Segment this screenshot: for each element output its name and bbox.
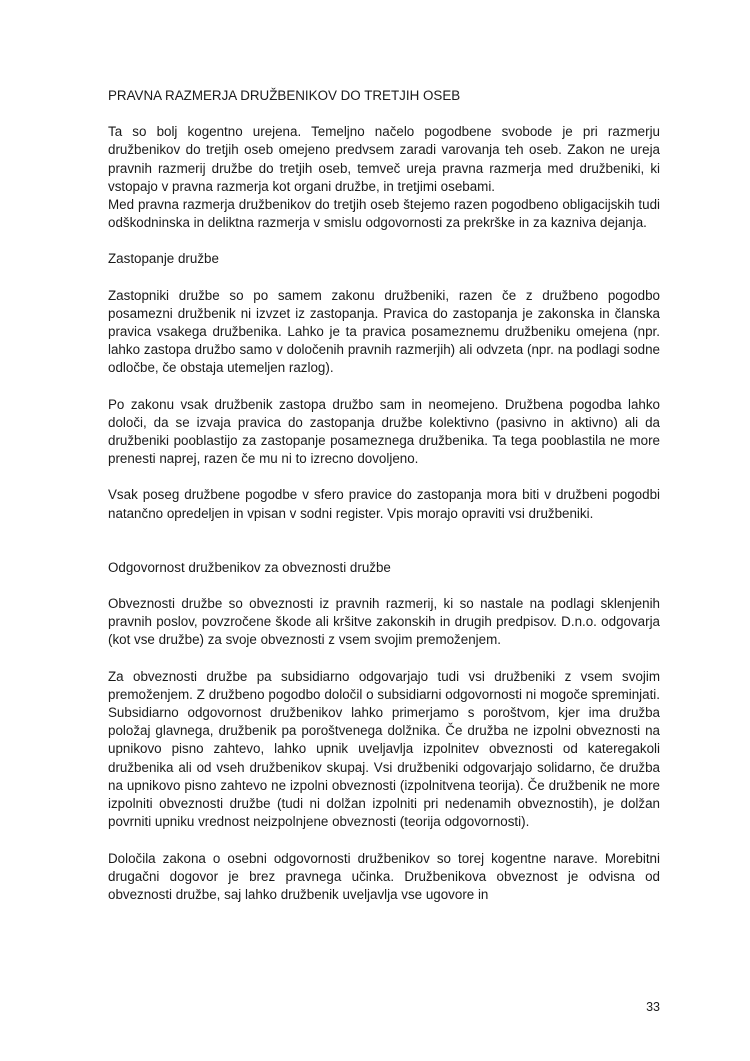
intro-paragraph-1: Ta so bolj kogentno urejena. Temeljno načelo pogodbene svobode je pri razmerju družbenikov do tretjih oseb omejeno predvsem zaradi varovanja teh oseb. Zakon ne ureja pravnih razmerij družbe do tretjih oseb, temveč ureja pravna razmerja med družbeniki, ki vstopajo v pravna razmerja kot organi družbe, in tretjimi osebami. bbox=[108, 124, 660, 194]
section1-paragraph-2: Po zakonu vsak družbenik zastopa družbo sam in neomejeno. Družbena pogodba lahko določi, da se izvaja pravica do zastopanja družbe kolektivno (pasivno in aktivno) ali da družbeniki pooblastijo za zastopanje posameznega družbenika. Ta tega pooblastila ne more prenesti naprej, razen če mu ni to izrecno dovoljeno. bbox=[108, 396, 660, 467]
section2-paragraph-3: Določila zakona o osebni odgovornosti družbenikov so torej kogentne narave. Morebitni drugačni dogovor je brez pravnega učinka. Družbenikova obveznost je odvisna od obveznosti družbe, saj lahko družbenik uveljavlja vse ugovore in bbox=[108, 850, 660, 902]
spacer bbox=[108, 832, 660, 850]
spacer bbox=[108, 468, 660, 486]
section2-paragraph-1: Obveznosti družbe so obveznosti iz pravnih razmerij, ki so nastale na podlagi sklenjenih pravnih poslov, povzročene škode ali kršitve zakonskih in drugih predpisov. D.n.o. odgovarja (kot vse družbe) za svoje obveznosti z vsem svojim premoženjem. bbox=[108, 596, 660, 648]
section1-paragraph-3: Vsak poseg družbene pogodbe v sfero pravice do zastopanja mora biti v družbeni pogodbi natančno opredeljen in vpisan v sodni register. Vpis morajo opraviti vsi družbeniki. bbox=[108, 487, 660, 521]
spacer bbox=[108, 523, 660, 559]
section1-paragraph-1: Zastopniki družbe so po samem zakonu družbeniki, razen če z družbeno pogodbo posamezni družbenik ni izvzet iz zastopanja. Pravica do zastopanja je zakonska in članska pravica vsakega družbenika. Lahko je ta pravica posameznemu družbeniku omejena (npr. lahko zastopa družbo samo v določenih pravnih razmerjih) ali odvzeta (npr. na podlagi sodne odločbe, če obstaja utemeljen razlog). bbox=[108, 287, 660, 376]
spacer bbox=[108, 650, 660, 668]
section2-paragraph-2: Za obveznosti družbe pa subsidiarno odgovarjajo tudi vsi družbeniki z vsem svojim premoženjem. Z družbeno pogodbo določil o subsidiarni odgovornosti ni mogoče spreminjati. Subsidiarno odgovornost družbenikov lahko primerjamo s poroštvom, kjer ima družba položaj glavnega, družbenik pa poroštvenega dolžnika. Če družba ne izpolni obveznosti na upnikovo pisno zahtevo, lahko upnik uveljavlja izpolnitev obveznosti od kateregakoli družbenika ali od vseh družbenikov skupaj. Vsi družbeniki odgovarjajo solidarno, če družba na upnikovo pisno zahtevo ne izpolni obveznosti (izpolnitvena teorija). Če družbenik ne more izpolniti obveznosti družbe (tudi ni dolžan izpolniti pri nedenamih obveznostih), je dolžan povrniti upniku vrednost neizpolnjene obveznosti (teorija odgovornosti). bbox=[108, 668, 660, 830]
document-title: PRAVNA RAZMERJA DRUŽBENIKOV DO TRETJIH OSEB bbox=[108, 88, 461, 103]
document-page bbox=[108, 87, 660, 904]
section-heading-zastopanje: Zastopanje družbe bbox=[108, 251, 219, 267]
spacer bbox=[108, 232, 660, 250]
intro-paragraph-2: Med pravna razmerja družbenikov do tretjih oseb štejemo razen pogodbeno obligacijskih tudi odškodninska in deliktna razmerja v smislu odgovornosti za prekrške in za kazniva dejanja. bbox=[108, 197, 660, 231]
spacer bbox=[108, 378, 660, 396]
page-number: 33 bbox=[646, 1000, 660, 1014]
section-heading-odgovornost: Odgovornost družbenikov za obveznosti družbe bbox=[108, 559, 391, 575]
